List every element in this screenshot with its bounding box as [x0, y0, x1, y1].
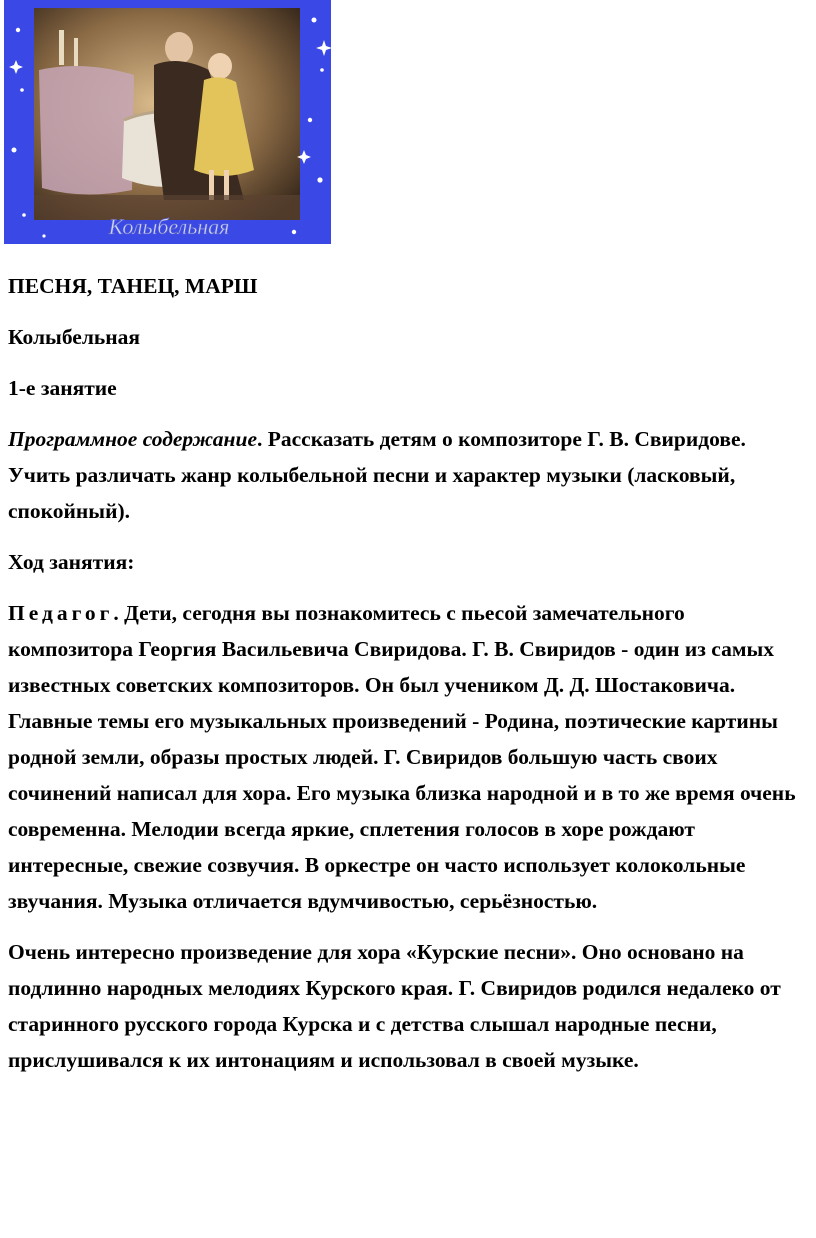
- teacher-label: Педагог: [8, 601, 114, 625]
- program-text: . Рассказать детям о композиторе Г. В. Свиридове. Учить различать жанр колыбельной песни и характер музыки (ласковый, спокойный).: [8, 427, 746, 523]
- teacher-text: . Дети, сегодня вы познакомитесь с пьесой замечательного композитора Георгия Васильевича Свиридова. Г. В. Свиридов - один из самых известных советских композиторов. Он был учеником Д. Д. Шостаковича. Главные темы его музыкальных произведений - Родина, поэтические картины родной земли, образы простых людей. Г. Свиридов большую часть своих сочинений написал для хора. Его музыка близка народной и в то же время очень современна. Мелодии всегда яркие, сплетения голосов в хоре рождают интересные, свежие созвучия. В оркестре он часто использует колокольные звучания. Музыка отличается вдумчивостью, серьёзностью.: [8, 601, 796, 913]
- piece-title: Колыбельная: [8, 325, 141, 349]
- program-label: Программное содержание: [8, 427, 257, 451]
- kursk-paragraph: Очень интересно произведение для хора «Курские песни». Оно основано на подлинно народных мелодиях Курского края. Г. Свиридов родился недалеко от старинного русского города Курска и с детства слышал народные песни, прислушивался к их интонациям и использовал в своей музыке.: [8, 940, 781, 1072]
- lesson-flow-heading: Ход занятия:: [8, 550, 135, 574]
- lesson-number: 1-е занятие: [8, 376, 117, 400]
- lullaby-painting-icon: [4, 0, 331, 244]
- teacher-paragraph: [8, 595, 808, 919]
- section-title: ПЕСНЯ, ТАНЕЦ, МАРШ: [8, 274, 258, 298]
- image-caption: Колыбельная: [108, 214, 230, 239]
- program-paragraph: [8, 421, 808, 529]
- lullaby-illustration: [4, 0, 331, 244]
- document-body: [8, 268, 808, 1078]
